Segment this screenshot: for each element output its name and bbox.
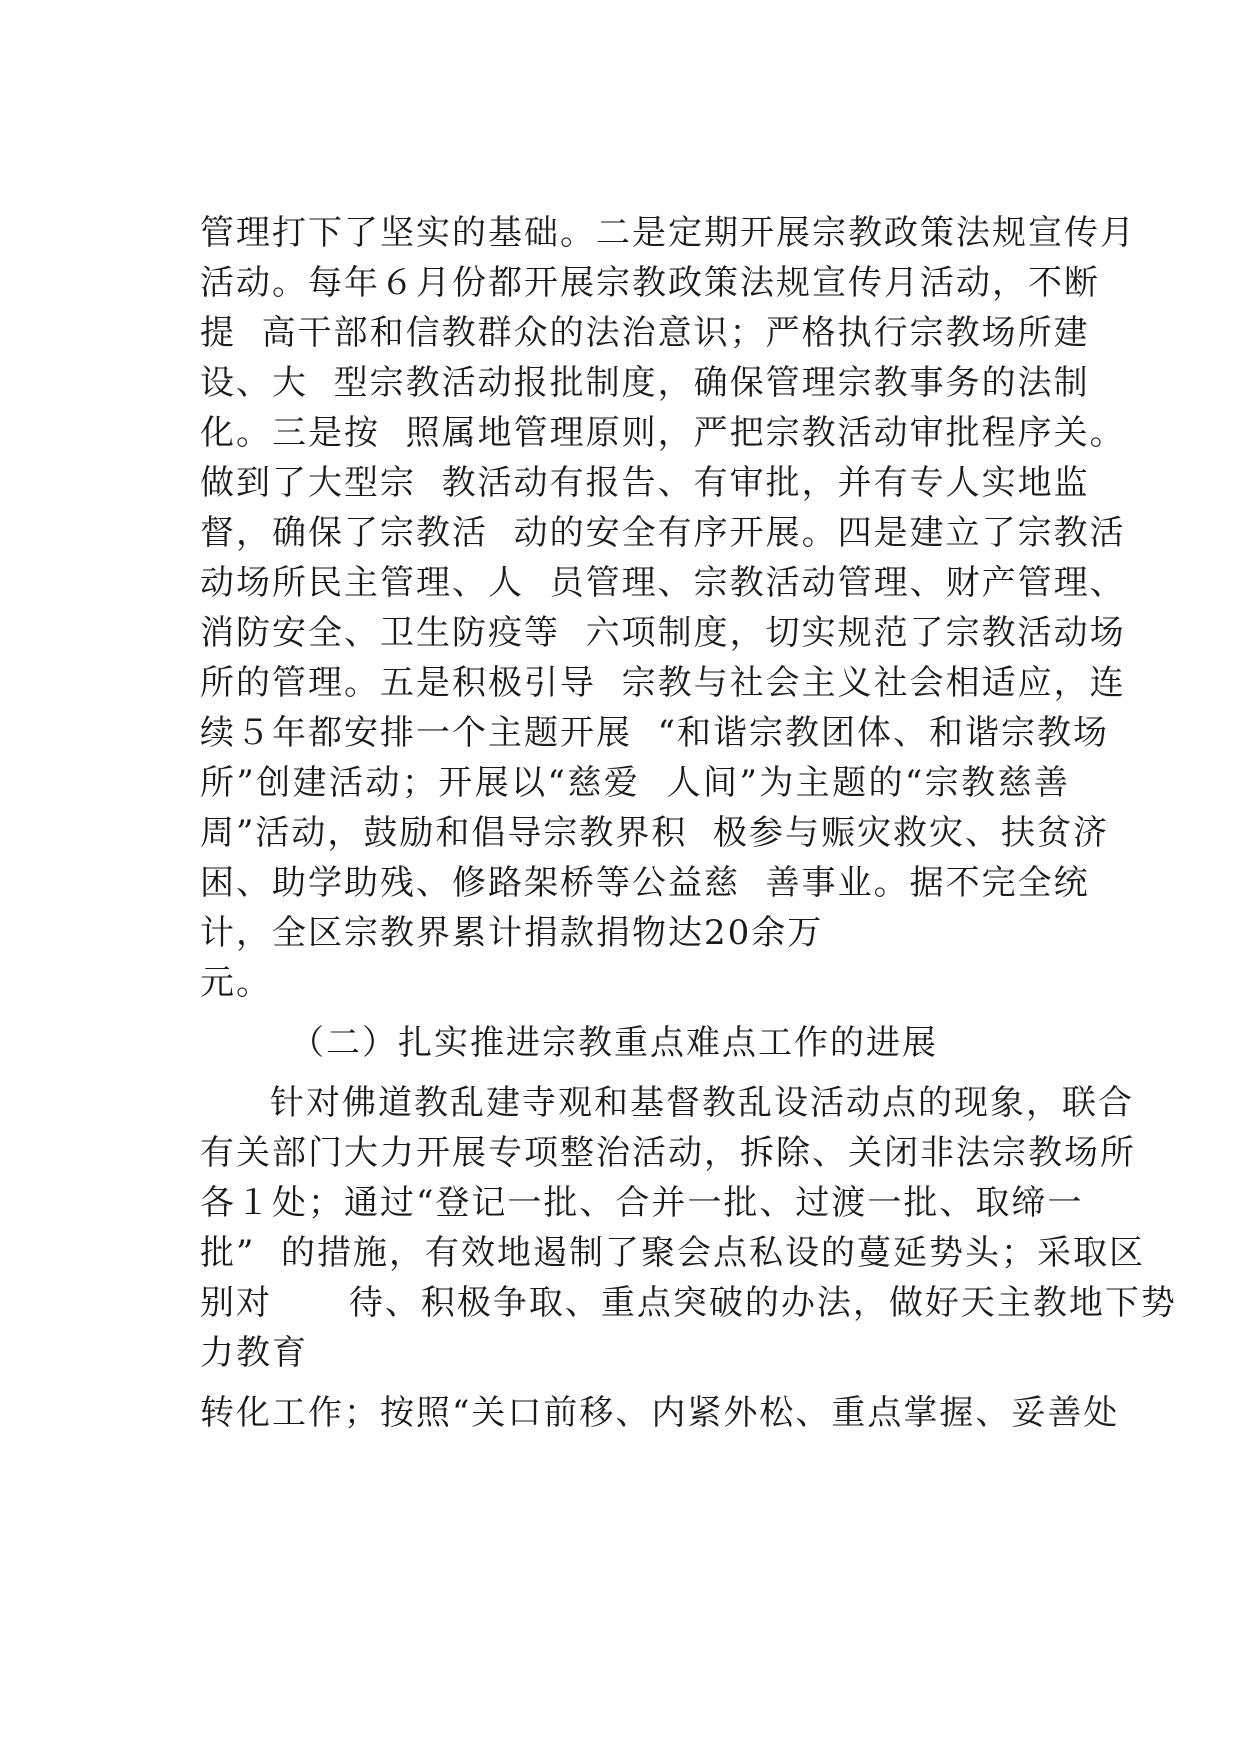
text-line-15: 计，全区宗教界累计捐款捐物达20余万 (200, 913, 824, 953)
text-line-4: 设、大 型宗教活动报批制度，确保管理宗教事务的法制 (200, 363, 1090, 403)
text-line-2: 活动。每年６月份都开展宗教政策法规宣传月活动，不断 (200, 263, 1100, 303)
text-line-21: 批” 的措施，有效地遏制了聚会点私设的蔓延势头；采取区 (200, 1233, 1145, 1273)
text-line-14: 困、助学助残、修路架桥等公益慈 善事业。据不完全统 (200, 863, 1090, 903)
text-line-5: 化。三是按 照属地管理原则，严把宗教活动审批程序关。 (200, 413, 1126, 453)
text-line-8: 动场所民主管理、人 员管理、宗教活动管理、财产管理、 (200, 563, 1126, 603)
text-line-12: 所”创建活动；开展以“慈爱 人间”为主题的“宗教慈善 (200, 763, 1070, 803)
text-line-7: 督，确保了宗教活 动的安全有序开展。四是建立了宗教活 (200, 513, 1126, 553)
text-line-24: 转化工作；按照“关口前移、内紧外松、重点掌握、妥善处 (200, 1393, 1120, 1433)
text-line-13: 周”活动，鼓励和倡导宗教界积 极参与赈灾救灾、扶贫济 (200, 813, 1109, 853)
text-line-9: 消防安全、卫生防疫等 六项制度，切实规范了宗教活动场 (200, 613, 1126, 653)
text-line-3: 提 高干部和信教群众的法治意识；严格执行宗教场所建 (200, 313, 1090, 353)
text-line-11: 续５年都安排一个主题开展 “和谐宗教团体、和谐宗教场 (200, 713, 1109, 753)
text-line-16: 元。 (200, 963, 272, 1003)
text-line-1: 管理打下了坚实的基础。二是定期开展宗教政策法规宣传月 (200, 213, 1136, 253)
text-line-23: 力教育 (200, 1333, 308, 1373)
text-line-10: 所的管理。五是积极引导 宗教与社会主义社会相适应，连 (200, 663, 1126, 703)
text-line-22: 别对 待、积极争取、重点突破的办法，做好天主教地下势 (200, 1283, 1177, 1323)
text-line-20: 各１处；通过“登记一批、合并一批、过渡一批、取缔一 (200, 1183, 1084, 1223)
section-heading: （二）扎实推进宗教重点难点工作的进展 (290, 1023, 938, 1063)
text-line-19: 有关部门大力开展专项整治活动，拆除、关闭非法宗教场所 (200, 1133, 1136, 1173)
text-line-6: 做到了大型宗 教活动有报告、有审批，并有专人实地监 (200, 463, 1090, 503)
text-line-18: 针对佛道教乱建寺观和基督教乱设活动点的现象，联合 (270, 1083, 1134, 1123)
